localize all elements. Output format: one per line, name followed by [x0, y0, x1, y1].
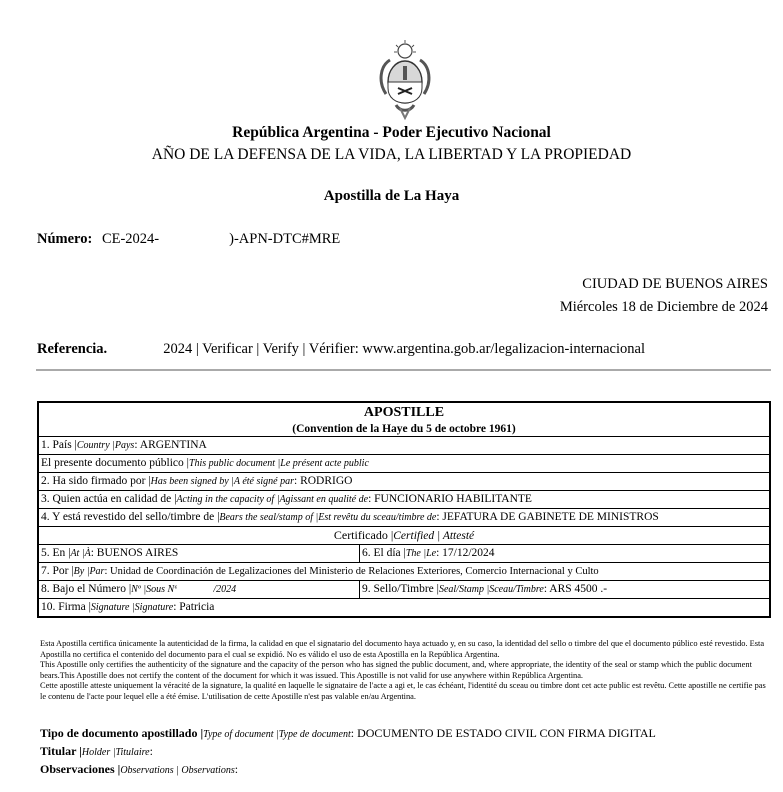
row-italic: Seal/Stamp |Sceau/Timbre — [438, 584, 544, 595]
row-label: 3. Quien actúa en calidad de | — [41, 493, 177, 505]
referencia-text: 2024 | Verificar | Verify | Vérifier: www.argentina.gob.ar/legalizacion-internacional — [163, 341, 645, 357]
row-label: 2. Ha sido firmado por | — [41, 475, 151, 487]
row-label: 4. Y está revestido del sello/timbre de | — [41, 511, 220, 523]
row-value: : DOCUMENTO DE ESTADO CIVIL CON FIRMA DIGITAL — [350, 726, 656, 740]
row-italic: At |À — [70, 548, 91, 559]
row-label: 8. Bajo el Número | — [41, 583, 132, 595]
row-label: El presente documento público | — [41, 457, 189, 469]
row-label: 9. Sello/Timbre | — [362, 583, 439, 595]
row-label: 6. El día | — [362, 547, 406, 559]
row-italic: Observations | Observations — [120, 765, 235, 776]
row-italic: Country |Pays — [76, 440, 135, 451]
document-details — [40, 725, 656, 779]
row-italic: Certified | Attesté — [393, 530, 475, 542]
apostille-title: APOSTILLE — [363, 405, 445, 420]
redacted-block — [177, 581, 213, 597]
row-label: 5. En | — [41, 547, 71, 559]
document-type-line — [40, 725, 656, 743]
row-at — [38, 545, 360, 563]
referencia-label: Referencia. — [37, 341, 108, 357]
disclaimer-block — [40, 639, 772, 702]
row-italic: Bears the seal/stamp of |Est revêtu du sceau/timbre de — [219, 512, 437, 523]
row-italic: This public document |Le présent acte public — [188, 458, 369, 469]
disclaimer-es: Esta Apostilla certifica únicamente la autenticidad de la firma, la calidad en que el signatario del documento haya actuado y, en su caso, la identidad del sello o timbre del que el documento público esté revestido. Esta Apostilla no certifica el contenido del documento para el cual se expidió. No es válido el uso de esta Apostilla en la República Argentina. — [40, 639, 765, 659]
row-label: Titular | — [40, 744, 82, 758]
row-label: Tipo de documento apostillado | — [40, 726, 204, 740]
observations-line — [40, 761, 656, 779]
row-italic: By |Par — [73, 566, 105, 577]
row-value: : — [234, 762, 239, 776]
republic-heading: República Argentina - Poder Ejecutivo Nacional — [232, 124, 551, 141]
row-public-document — [38, 455, 770, 473]
row-label: 10. Firma | — [41, 601, 91, 613]
row-capacity — [38, 491, 770, 509]
row-value: : BUENOS AIRES — [90, 547, 179, 559]
row-value: : 17/12/2024 — [436, 547, 495, 559]
row-italic: Nº |Sous Nº — [131, 584, 178, 595]
row-certified — [38, 527, 770, 545]
row-label: Certificado | — [333, 528, 394, 542]
year-motto: AÑO DE LA DEFENSA DE LA VIDA, LA LIBERTAD Y LA PROPIEDAD — [151, 146, 632, 163]
referencia-line — [37, 341, 645, 358]
city: CIUDAD DE BUENOS AIRES — [582, 276, 768, 292]
document-title: Apostilla de La Haya — [323, 188, 460, 204]
row-label: 7. Por | — [41, 565, 74, 577]
row-signed-by — [38, 473, 770, 491]
holder-line — [40, 743, 656, 761]
coat-of-arms-seal — [374, 38, 436, 124]
row-country — [38, 437, 770, 455]
document-number — [37, 231, 340, 248]
row-italic: Signature |Signature — [90, 602, 174, 613]
disclaimer-en: This Apostille only certifies the authenticity of the signature and the capacity of the person who has signed the public document, and, where appropriate, the identity of the seal or stamp which the public document bears.This Apostille does not certify the content of the document for which it was issued. This Apostille is not valid for use anywhere within República Argentina. — [40, 660, 752, 680]
disclaimer-fr: Cette apostille atteste uniquement la véracité de la signature, la qualité en laquelle le signataire de l'acte a agi et, le cas échéant, l'identité du sceau ou timbre dont cet acte public est revêtu. Cette apostille ne certifie pas le contenu de l'acte pour lequel elle a été émise. L'utilisation de cette Apostille n'est pas valable en/au Argentina. — [40, 681, 766, 701]
row-value: : ARS 4500 .- — [543, 583, 608, 595]
row-value: : Unidad de Coordinación de Legalizaciones del Ministerio de Relaciones Exteriores, Comercio Internacional y Culto — [104, 566, 599, 577]
row-stamp — [360, 581, 771, 599]
apostille-subtitle: (Convention de la Haye du 5 de octobre 1961) — [292, 423, 516, 435]
apostille-table — [37, 401, 771, 618]
redacted-block — [159, 231, 229, 248]
row-value: : Patricia — [173, 601, 215, 613]
numero-label: Número: — [37, 231, 93, 247]
row-italic: Type of document |Type de document — [203, 729, 351, 740]
row-label: 1. País | — [41, 439, 77, 451]
apostille-header — [38, 402, 770, 437]
row-value: /2024 — [213, 584, 237, 595]
row-signature — [38, 599, 770, 618]
row-label: Observaciones | — [40, 762, 121, 776]
issue-date: Miércoles 18 de Diciembre de 2024 — [559, 299, 768, 315]
row-value: : ARGENTINA — [134, 439, 207, 451]
row-italic: Has been signed by |A été signé par — [150, 476, 294, 487]
row-value: : RODRIGO — [294, 475, 353, 487]
row-by — [38, 563, 770, 581]
row-seal-stamp — [38, 509, 770, 527]
row-value: : JEFATURA DE GABINETE DE MINISTROS — [436, 511, 659, 523]
separator-line — [36, 369, 771, 371]
row-italic: Holder |Titulaire — [81, 747, 150, 758]
row-value: : — [149, 744, 153, 758]
numero-prefix: CE-2024- — [101, 231, 160, 247]
numero-suffix: )-APN-DTC#MRE — [229, 231, 341, 247]
row-italic: The |Le — [405, 548, 437, 559]
row-value: : FUNCIONARIO HABILITANTE — [368, 493, 532, 505]
row-number — [38, 581, 360, 599]
row-italic: Acting in the capacity of |Agissant en qualité de — [176, 494, 369, 505]
row-date — [360, 545, 771, 563]
